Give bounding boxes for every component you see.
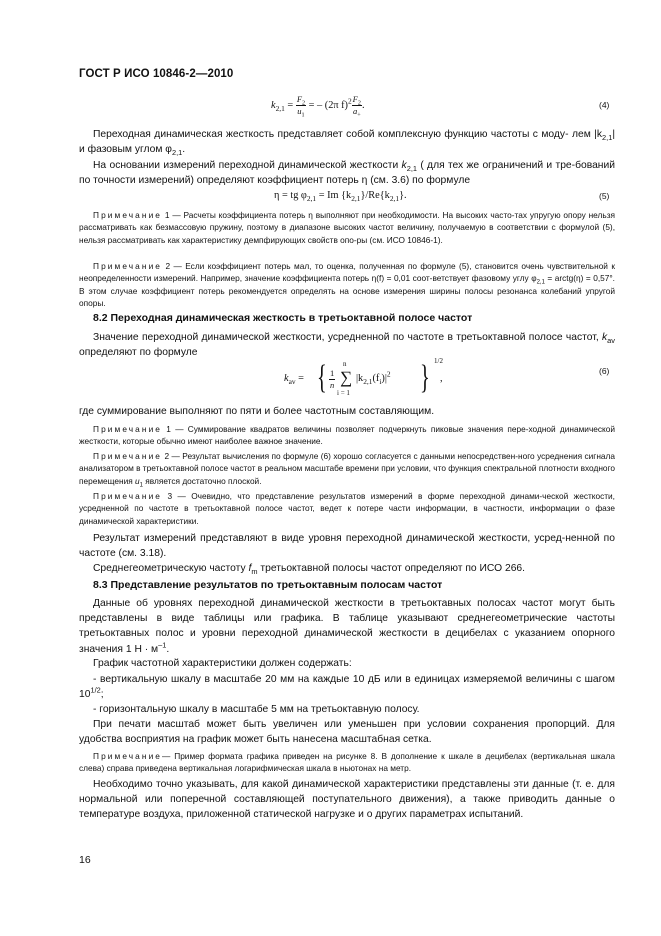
list-item-horizontal-scale: - горизонтальную шкалу в масштабе 5 мм на третьоктавную полосу. <box>93 704 420 715</box>
note-summation-1: Примечание 1 — Суммирование квадратов величины позволяет подчеркнуть пиковые значения пере-ходной динамической жесткости, которые обычно имеют наиболее важное значение. <box>79 424 615 447</box>
note-figure-8: Примечание— Пример формата графика приведен на рисунке 8. В дополнение к шкале в децибелах (вертикальная шкала слева) справа приведена вертикальная логарифмическая шкала в ньютонах на метр. <box>79 751 615 774</box>
equation-number-5: (5) <box>599 191 610 201</box>
paragraph-specify-characteristic: Необходимо точно указывать, для какой динамической характеристики представлены эти данные (т. е. для нормальной или поперечной составляющей поступательного движения), а также приводить данные о температуре воздуха, приложенной статической нагрузке и о других параметрах испытаний. <box>79 779 615 821</box>
note-summation-3: Примечание 3 — Очевидно, что представление результатов измерений в форме переходной динами-ческой жесткости, усредненной по частоте в третьоктавной полосе частот, ведет к потере части информации, в частности, информации о фазе динамической характеристики. <box>79 491 615 526</box>
equation-number-4: (4) <box>599 100 610 110</box>
paragraph-result-level: Результат измерений представляют в виде уровня переходной динамической жесткости, усред-ненной по частоте (см. 3.18). <box>79 533 615 560</box>
list-item-vertical-scale: - вертикальную шкалу в масштабе 20 мм на каждые 10 дБ или в единицах измеряемой величины с шагом $10^{1/2}$; <box>79 674 615 701</box>
equation-number-6: (6) <box>599 366 610 376</box>
paragraph-table-or-graph: Данные об уровнях переходной динамической жесткости в третьоктавных полосах частот могут быть представлены в виде таблицы или графика. В таблице указывают среднегеометрические частоты третьоктавных полос и уровни переходной динамической жесткости в децибелах с указанием опорного значения 1 $Н \cdot м^{-1}$. <box>79 598 615 655</box>
equation-6: $k_{av}$ = { $\frac{1}{n}$ n ∑ i = 1 $|k_{2,1}(f_i)|^2$ } 1/2 , <box>284 357 443 397</box>
note-2: Примечание 2 — Если коэффициент потерь мал, то оценка, полученная по формуле (5), становится очень чувствительной к неопределенности измерений. Например, значение коэффициента потерь η(f) = 0,01 соот-ветствует фазовому углу $\varphi_{2,1}$ = arctg(η) = 0,57°. В этом случае коэффициент потерь рекомендуется определять на основе измерения ширины полосы резонанса колебаний упругой опоры. <box>79 261 615 309</box>
paragraph-summation: где суммирование выполняют по пяти и более частотным составляющим. <box>79 406 435 417</box>
document-header: ГОСТ Р ИСО 10846-2—2010 <box>79 68 234 80</box>
note-1: Примечание 1 — Расчеты коэффициента потерь η выполняют при необходимости. На высоких часто-тах упругую опору нельзя рассматривать как безмассовую пружину, поэтому в диапазоне высоких частот величину, получаемую в соответствии с формулой (5), нельзя рассматривать как характеристику демпфирующих свойств опо-ры (см. ИСО 10846-1). <box>79 210 615 245</box>
paragraph-mean-frequency: Среднегеометрическую частоту $f_m$ третьоктавной полосы частот определяют по ИСО 266. <box>93 563 526 577</box>
section-8-3-heading: 8.3 Представление результатов по третьоктавным полосам частот <box>93 579 443 591</box>
equation-4: $k_{2,1}$ = $\frac{F_2}{u_1}$ = – (2π f)$^2$ $\frac{F_2}{a_+}$ . <box>271 94 365 119</box>
paragraph-loss-factor: На основании измерений переходной динамической жесткости $k_{2,1}$ ( для тех же ограничений и тре-бований по точности измерений) определяют коэффициент потерь η (см. 3.6) по формуле <box>79 160 615 187</box>
paragraph-averaged-stiffness: Значение переходной динамической жесткости, усредненной по частоте в третьоктавной полосе частот, $k_{av}$ определяют по формуле <box>79 332 615 359</box>
paragraph-graph-contents: График частотной характеристики должен содержать: <box>93 658 352 669</box>
equation-5: η = tg $\varphi_{2,1} = Im$ $\{k_{2,1}\}/Re\{k_{2,1}\}$. <box>274 190 407 204</box>
section-8-2-heading: 8.2 Переходная динамическая жесткость в третьоктавной полосе частот <box>93 312 473 324</box>
note-summation-2: Примечание 2 — Результат вычисления по формуле (6) хорошо согласуется с данными непосредствен-ного усреднения сигнала анализатором в третьоктавной полосе частот в реальном масштабе времени при условии, что функция спектральной плотности входного перемещения $u_1$ является достаточно плоской. <box>79 451 615 489</box>
page-number: 16 <box>79 854 91 866</box>
paragraph-print-scale: При печати масштаб может быть увеличен или уменьшен при условии сохранения пропорций. Для удобства восприятия на график может быть нанесена масштабная сетка. <box>79 719 615 746</box>
paragraph-modulus: Переходная динамическая жесткость представляет собой комплексную функцию частоты с моду- лем $|k_{2,1}|$ и фазовым углом $\varphi_{2,1}$. <box>79 129 615 158</box>
